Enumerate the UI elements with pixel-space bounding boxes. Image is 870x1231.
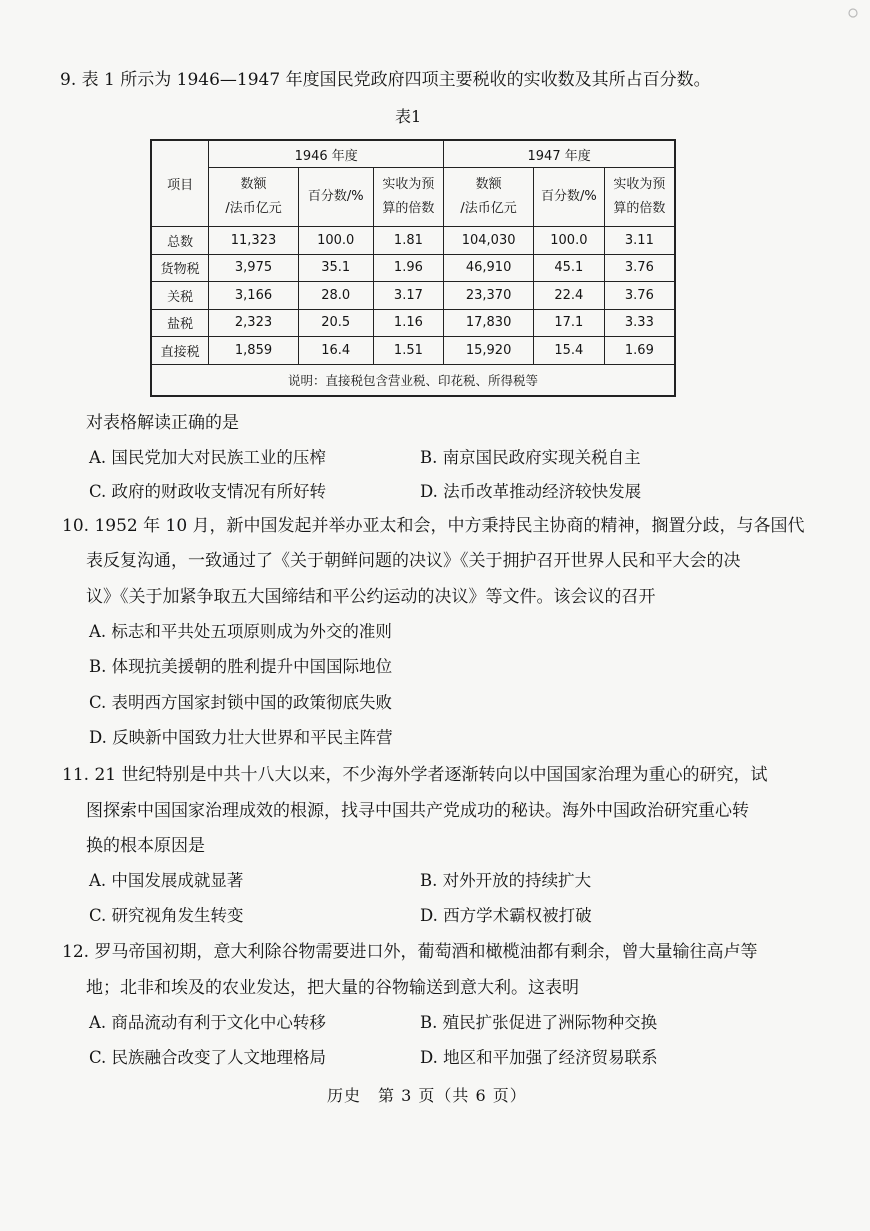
q11-stem-line1: 11. 21 世纪特别是中共十八大以来，不少海外学者逐渐转向以中国国家治理为重心的研究，试 [62,765,768,785]
q9-option-c[interactable]: C. 政府的财政收支情况有所好转 [89,482,327,501]
header-amount-line2: /法币亿元 [460,201,517,216]
cell-amount-1946: 3,975 [209,254,299,282]
cell-ratio-1947: 3.76 [604,282,675,310]
cell-percent-1947: 100.0 [533,227,604,255]
header-ratio-line2: 算的倍数 [613,201,666,216]
header-ratio-line1: 实收为预 [382,177,435,192]
cell-percent-1946: 16.4 [298,337,373,365]
row-item: 总数 [151,227,209,255]
cell-percent-1946: 100.0 [298,227,373,255]
cell-ratio-1946: 1.51 [373,337,444,365]
cell-ratio-1947: 3.33 [604,309,675,337]
q12-option-b[interactable]: B. 殖民扩张促进了洲际物种交换 [420,1013,658,1032]
q12-option-c[interactable]: C. 民族融合改变了人文地理格局 [89,1048,327,1067]
cell-amount-1946: 11,323 [209,227,299,255]
cell-ratio-1947: 3.76 [604,254,675,282]
header-amount-line2: /法币亿元 [225,201,282,216]
cell-amount-1947: 17,830 [444,309,534,337]
cell-ratio-1947: 1.69 [604,337,675,365]
cell-ratio-1946: 1.96 [373,254,444,282]
header-amount-line1: 数额 [240,177,267,192]
q11-option-a[interactable]: A. 中国发展成就显著 [89,871,244,890]
cell-amount-1947: 46,910 [444,254,534,282]
table-row [151,337,675,365]
cell-ratio-1946: 3.17 [373,282,444,310]
row-item: 直接税 [151,337,209,365]
header-year-1946: 1946 年度 [209,140,444,168]
q10-stem-line2: 表反复沟通，一致通过了《关于朝鲜问题的决议》《关于拥护召开世界人民和平大会的决 [86,551,741,571]
cell-ratio-1947: 3.11 [604,227,675,255]
cell-ratio-1946: 1.81 [373,227,444,255]
scan-mark-icon [846,6,860,20]
header-percent: 百分数/% [533,168,604,227]
header-year-1947: 1947 年度 [444,140,675,168]
cell-percent-1947: 17.1 [533,309,604,337]
cell-percent-1946: 28.0 [298,282,373,310]
q10-stem-line1: 10. 1952 年 10 月，新中国发起并举办亚太和会，中方秉持民主协商的精神，搁置分歧，与各国代 [62,516,805,536]
header-ratio-line1: 实收为预 [613,177,666,192]
row-item: 货物税 [151,254,209,282]
header-ratio [373,168,444,227]
table-row [151,227,675,255]
cell-amount-1947: 15,920 [444,337,534,365]
q9-option-b[interactable]: B. 南京国民政府实现关税自主 [420,448,641,467]
cell-percent-1946: 35.1 [298,254,373,282]
table-note: 说明：直接税包含营业税、印花税、所得税等 [151,364,675,396]
table-row [151,309,675,337]
row-item: 关税 [151,282,209,310]
header-item: 项目 [151,140,209,227]
q11-stem-line3: 换的根本原因是 [86,836,205,856]
row-item: 盐税 [151,309,209,337]
table-row [151,254,675,282]
table-row [151,282,675,310]
q10-option-d[interactable]: D. 反映新中国致力壮大世界和平民主阵营 [89,728,393,747]
cell-percent-1947: 15.4 [533,337,604,365]
header-ratio [604,168,675,227]
q12-stem-line1: 12. 罗马帝国初期，意大利除谷物需要进口外，葡萄酒和橄榄油都有剩余，曾大量输往高卢等 [62,942,758,962]
table-caption: 表1 [395,107,422,126]
cell-percent-1947: 22.4 [533,282,604,310]
tax-table [150,139,676,397]
q10-option-a[interactable]: A. 标志和平共处五项原则成为外交的准则 [89,622,392,641]
cell-percent-1946: 20.5 [298,309,373,337]
q9-prompt: 对表格解读正确的是 [86,413,239,433]
q11-option-c[interactable]: C. 研究视角发生转变 [89,906,244,925]
q12-option-d[interactable]: D. 地区和平加强了经济贸易联系 [420,1048,658,1067]
header-percent: 百分数/% [298,168,373,227]
q9-stem: 9. 表 1 所示为 1946—1947 年度国民党政府四项主要税收的实收数及其所占百分数。 [60,70,711,90]
q12-stem-line2: 地；北非和埃及的农业发达，把大量的谷物输送到意大利。这表明 [86,978,579,998]
cell-amount-1946: 3,166 [209,282,299,310]
cell-amount-1946: 1,859 [209,337,299,365]
q12-option-a[interactable]: A. 商品流动有利于文化中心转移 [89,1013,326,1032]
q10-option-c[interactable]: C. 表明西方国家封锁中国的政策彻底失败 [89,693,393,712]
header-amount-line1: 数额 [475,177,502,192]
q9-option-a[interactable]: A. 国民党加大对民族工业的压榨 [89,448,326,467]
q10-option-b[interactable]: B. 体现抗美援朝的胜利提升中国国际地位 [89,657,393,676]
cell-percent-1947: 45.1 [533,254,604,282]
cell-ratio-1946: 1.16 [373,309,444,337]
page-footer: 历史 第 3 页（共 6 页） [327,1086,527,1105]
cell-amount-1947: 104,030 [444,227,534,255]
cell-amount-1946: 2,323 [209,309,299,337]
q11-option-d[interactable]: D. 西方学术霸权被打破 [420,906,592,925]
q9-option-d[interactable]: D. 法币改革推动经济较快发展 [420,482,642,501]
header-amount [444,168,534,227]
header-amount [209,168,299,227]
q10-stem-line3: 议》《关于加紧争取五大国缔结和平公约运动的决议》等文件。该会议的召开 [86,587,656,607]
q11-option-b[interactable]: B. 对外开放的持续扩大 [420,871,592,890]
header-ratio-line2: 算的倍数 [382,201,435,216]
cell-amount-1947: 23,370 [444,282,534,310]
q11-stem-line2: 图探索中国国家治理成效的根源，找寻中国共产党成功的秘诀。海外中国政治研究重心转 [86,801,749,821]
